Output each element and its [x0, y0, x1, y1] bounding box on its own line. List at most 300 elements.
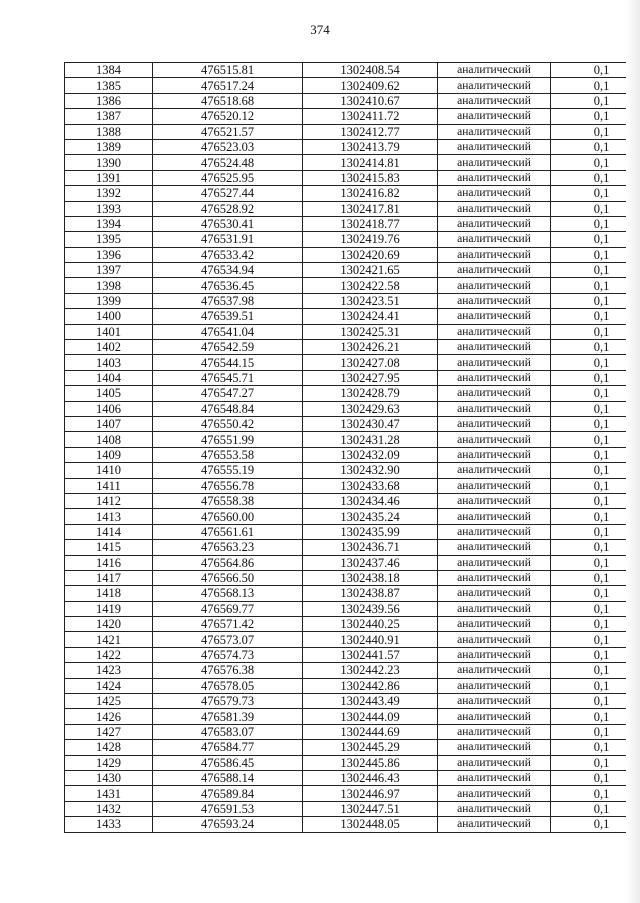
table-row: [65, 293, 640, 308]
point-number-cell: 1406: [65, 401, 153, 416]
method-cell: аналитический: [438, 724, 551, 739]
x-coordinate-cell: 476561.61: [153, 524, 303, 539]
method-cell: аналитический: [438, 93, 551, 108]
table-row: [65, 93, 640, 108]
method-cell: аналитический: [438, 647, 551, 662]
method-cell: аналитический: [438, 201, 551, 216]
point-number-cell: 1431: [65, 786, 153, 801]
x-coordinate-cell: 476578.05: [153, 678, 303, 693]
method-cell: аналитический: [438, 755, 551, 770]
point-number-cell: 1391: [65, 170, 153, 185]
y-coordinate-cell: 1302438.87: [303, 586, 438, 601]
point-number-cell: 1420: [65, 617, 153, 632]
x-coordinate-cell: 476545.71: [153, 370, 303, 385]
scan-edge-shadow: [626, 0, 640, 903]
point-number-cell: 1416: [65, 555, 153, 570]
point-number-cell: 1388: [65, 124, 153, 139]
method-cell: аналитический: [438, 709, 551, 724]
table-row: [65, 232, 640, 247]
table-row: [65, 709, 640, 724]
y-coordinate-cell: 1302435.99: [303, 524, 438, 539]
table-row: [65, 586, 640, 601]
table-row: [65, 447, 640, 462]
table-row: [65, 786, 640, 801]
method-cell: аналитический: [438, 632, 551, 647]
method-cell: аналитический: [438, 278, 551, 293]
accuracy-cell: 0,1: [551, 524, 640, 539]
table-row: [65, 601, 640, 616]
x-coordinate-cell: 476574.73: [153, 647, 303, 662]
table-row: [65, 570, 640, 585]
point-number-cell: 1407: [65, 416, 153, 431]
accuracy-cell: 0,1: [551, 355, 640, 370]
y-coordinate-cell: 1302440.25: [303, 617, 438, 632]
method-cell: аналитический: [438, 509, 551, 524]
method-cell: аналитический: [438, 109, 551, 124]
table-row: [65, 186, 640, 201]
table-row: [65, 355, 640, 370]
y-coordinate-cell: 1302420.69: [303, 247, 438, 262]
method-cell: аналитический: [438, 570, 551, 585]
table-row: [65, 524, 640, 539]
accuracy-cell: 0,1: [551, 617, 640, 632]
accuracy-cell: 0,1: [551, 632, 640, 647]
method-cell: аналитический: [438, 401, 551, 416]
x-coordinate-cell: 476586.45: [153, 755, 303, 770]
table-row: [65, 201, 640, 216]
accuracy-cell: 0,1: [551, 278, 640, 293]
y-coordinate-cell: 1302419.76: [303, 232, 438, 247]
y-coordinate-cell: 1302422.58: [303, 278, 438, 293]
table-row: [65, 309, 640, 324]
method-cell: аналитический: [438, 447, 551, 462]
y-coordinate-cell: 1302421.65: [303, 263, 438, 278]
x-coordinate-cell: 476579.73: [153, 694, 303, 709]
method-cell: аналитический: [438, 678, 551, 693]
accuracy-cell: 0,1: [551, 463, 640, 478]
table-row: [65, 493, 640, 508]
page-number: 374: [310, 22, 330, 37]
y-coordinate-cell: 1302410.67: [303, 93, 438, 108]
table-row: [65, 63, 640, 78]
table-row: [65, 263, 640, 278]
point-number-cell: 1423: [65, 663, 153, 678]
y-coordinate-cell: 1302417.81: [303, 201, 438, 216]
x-coordinate-cell: 476573.07: [153, 632, 303, 647]
point-number-cell: 1427: [65, 724, 153, 739]
x-coordinate-cell: 476564.86: [153, 555, 303, 570]
accuracy-cell: 0,1: [551, 817, 640, 832]
accuracy-cell: 0,1: [551, 263, 640, 278]
x-coordinate-cell: 476520.12: [153, 109, 303, 124]
accuracy-cell: 0,1: [551, 786, 640, 801]
x-coordinate-cell: 476558.38: [153, 493, 303, 508]
point-number-cell: 1412: [65, 493, 153, 508]
accuracy-cell: 0,1: [551, 247, 640, 262]
x-coordinate-cell: 476584.77: [153, 740, 303, 755]
table-row: [65, 109, 640, 124]
method-cell: аналитический: [438, 78, 551, 93]
table-row: [65, 478, 640, 493]
x-coordinate-cell: 476566.50: [153, 570, 303, 585]
table-row: [65, 124, 640, 139]
point-number-cell: 1419: [65, 601, 153, 616]
point-number-cell: 1394: [65, 216, 153, 231]
y-coordinate-cell: 1302412.77: [303, 124, 438, 139]
x-coordinate-cell: 476518.68: [153, 93, 303, 108]
point-number-cell: 1413: [65, 509, 153, 524]
x-coordinate-cell: 476533.42: [153, 247, 303, 262]
y-coordinate-cell: 1302423.51: [303, 293, 438, 308]
accuracy-cell: 0,1: [551, 586, 640, 601]
table-row: [65, 401, 640, 416]
accuracy-cell: 0,1: [551, 309, 640, 324]
y-coordinate-cell: 1302438.18: [303, 570, 438, 585]
x-coordinate-cell: 476525.95: [153, 170, 303, 185]
y-coordinate-cell: 1302425.31: [303, 324, 438, 339]
table-row: [65, 617, 640, 632]
method-cell: аналитический: [438, 478, 551, 493]
accuracy-cell: 0,1: [551, 155, 640, 170]
table-row: [65, 463, 640, 478]
table-row: [65, 278, 640, 293]
x-coordinate-cell: 476521.57: [153, 124, 303, 139]
point-number-cell: 1405: [65, 386, 153, 401]
method-cell: аналитический: [438, 817, 551, 832]
x-coordinate-cell: 476547.27: [153, 386, 303, 401]
y-coordinate-cell: 1302446.43: [303, 770, 438, 785]
table-row: [65, 540, 640, 555]
accuracy-cell: 0,1: [551, 509, 640, 524]
y-coordinate-cell: 1302435.24: [303, 509, 438, 524]
method-cell: аналитический: [438, 155, 551, 170]
table-row: [65, 647, 640, 662]
accuracy-cell: 0,1: [551, 139, 640, 154]
x-coordinate-cell: 476555.19: [153, 463, 303, 478]
x-coordinate-cell: 476556.78: [153, 478, 303, 493]
method-cell: аналитический: [438, 617, 551, 632]
table-row: [65, 216, 640, 231]
y-coordinate-cell: 1302432.90: [303, 463, 438, 478]
x-coordinate-cell: 476571.42: [153, 617, 303, 632]
table-row: [65, 170, 640, 185]
point-number-cell: 1411: [65, 478, 153, 493]
table-row: [65, 678, 640, 693]
method-cell: аналитический: [438, 124, 551, 139]
accuracy-cell: 0,1: [551, 570, 640, 585]
method-cell: аналитический: [438, 555, 551, 570]
table-row: [65, 770, 640, 785]
method-cell: аналитический: [438, 524, 551, 539]
method-cell: аналитический: [438, 232, 551, 247]
accuracy-cell: 0,1: [551, 601, 640, 616]
y-coordinate-cell: 1302432.09: [303, 447, 438, 462]
accuracy-cell: 0,1: [551, 401, 640, 416]
x-coordinate-cell: 476515.81: [153, 63, 303, 78]
method-cell: аналитический: [438, 540, 551, 555]
accuracy-cell: 0,1: [551, 232, 640, 247]
point-number-cell: 1432: [65, 801, 153, 816]
accuracy-cell: 0,1: [551, 324, 640, 339]
table-row: [65, 340, 640, 355]
method-cell: аналитический: [438, 263, 551, 278]
accuracy-cell: 0,1: [551, 93, 640, 108]
point-number-cell: 1428: [65, 740, 153, 755]
accuracy-cell: 0,1: [551, 709, 640, 724]
accuracy-cell: 0,1: [551, 63, 640, 78]
y-coordinate-cell: 1302441.57: [303, 647, 438, 662]
point-number-cell: 1384: [65, 63, 153, 78]
accuracy-cell: 0,1: [551, 647, 640, 662]
accuracy-cell: 0,1: [551, 201, 640, 216]
method-cell: аналитический: [438, 801, 551, 816]
point-number-cell: 1387: [65, 109, 153, 124]
method-cell: аналитический: [438, 216, 551, 231]
table-row: [65, 632, 640, 647]
table-row: [65, 432, 640, 447]
accuracy-cell: 0,1: [551, 555, 640, 570]
y-coordinate-cell: 1302448.05: [303, 817, 438, 832]
y-coordinate-cell: 1302434.46: [303, 493, 438, 508]
point-number-cell: 1399: [65, 293, 153, 308]
x-coordinate-cell: 476528.92: [153, 201, 303, 216]
accuracy-cell: 0,1: [551, 663, 640, 678]
table-row: [65, 555, 640, 570]
point-number-cell: 1389: [65, 139, 153, 154]
y-coordinate-cell: 1302447.51: [303, 801, 438, 816]
accuracy-cell: 0,1: [551, 478, 640, 493]
x-coordinate-cell: 476581.39: [153, 709, 303, 724]
y-coordinate-cell: 1302426.21: [303, 340, 438, 355]
accuracy-cell: 0,1: [551, 432, 640, 447]
method-cell: аналитический: [438, 355, 551, 370]
method-cell: аналитический: [438, 340, 551, 355]
method-cell: аналитический: [438, 493, 551, 508]
y-coordinate-cell: 1302418.77: [303, 216, 438, 231]
x-coordinate-cell: 476539.51: [153, 309, 303, 324]
x-coordinate-cell: 476569.77: [153, 601, 303, 616]
x-coordinate-cell: 476593.24: [153, 817, 303, 832]
accuracy-cell: 0,1: [551, 801, 640, 816]
x-coordinate-cell: 476527.44: [153, 186, 303, 201]
table-row: [65, 247, 640, 262]
x-coordinate-cell: 476531.91: [153, 232, 303, 247]
method-cell: аналитический: [438, 186, 551, 201]
x-coordinate-cell: 476568.13: [153, 586, 303, 601]
accuracy-cell: 0,1: [551, 540, 640, 555]
point-number-cell: 1414: [65, 524, 153, 539]
y-coordinate-cell: 1302444.69: [303, 724, 438, 739]
method-cell: аналитический: [438, 139, 551, 154]
y-coordinate-cell: 1302442.23: [303, 663, 438, 678]
point-number-cell: 1397: [65, 263, 153, 278]
y-coordinate-cell: 1302437.46: [303, 555, 438, 570]
accuracy-cell: 0,1: [551, 694, 640, 709]
point-number-cell: 1395: [65, 232, 153, 247]
point-number-cell: 1408: [65, 432, 153, 447]
table-row: [65, 801, 640, 816]
y-coordinate-cell: 1302442.86: [303, 678, 438, 693]
point-number-cell: 1426: [65, 709, 153, 724]
y-coordinate-cell: 1302445.29: [303, 740, 438, 755]
accuracy-cell: 0,1: [551, 370, 640, 385]
method-cell: аналитический: [438, 432, 551, 447]
accuracy-cell: 0,1: [551, 678, 640, 693]
table-row: [65, 724, 640, 739]
accuracy-cell: 0,1: [551, 493, 640, 508]
coordinates-table: [64, 62, 640, 833]
table-row: [65, 416, 640, 431]
point-number-cell: 1385: [65, 78, 153, 93]
accuracy-cell: 0,1: [551, 740, 640, 755]
accuracy-cell: 0,1: [551, 186, 640, 201]
table-row: [65, 663, 640, 678]
x-coordinate-cell: 476517.24: [153, 78, 303, 93]
accuracy-cell: 0,1: [551, 447, 640, 462]
table-row: [65, 155, 640, 170]
method-cell: аналитический: [438, 170, 551, 185]
y-coordinate-cell: 1302416.82: [303, 186, 438, 201]
method-cell: аналитический: [438, 63, 551, 78]
y-coordinate-cell: 1302427.95: [303, 370, 438, 385]
point-number-cell: 1410: [65, 463, 153, 478]
method-cell: аналитический: [438, 247, 551, 262]
point-number-cell: 1418: [65, 586, 153, 601]
accuracy-cell: 0,1: [551, 293, 640, 308]
x-coordinate-cell: 476548.84: [153, 401, 303, 416]
x-coordinate-cell: 476563.23: [153, 540, 303, 555]
table-row: [65, 740, 640, 755]
y-coordinate-cell: 1302433.68: [303, 478, 438, 493]
method-cell: аналитический: [438, 786, 551, 801]
y-coordinate-cell: 1302445.86: [303, 755, 438, 770]
table-row: [65, 694, 640, 709]
y-coordinate-cell: 1302436.71: [303, 540, 438, 555]
y-coordinate-cell: 1302443.49: [303, 694, 438, 709]
x-coordinate-cell: 476591.53: [153, 801, 303, 816]
point-number-cell: 1429: [65, 755, 153, 770]
y-coordinate-cell: 1302427.08: [303, 355, 438, 370]
method-cell: аналитический: [438, 293, 551, 308]
point-number-cell: 1396: [65, 247, 153, 262]
method-cell: аналитический: [438, 694, 551, 709]
point-number-cell: 1417: [65, 570, 153, 585]
point-number-cell: 1403: [65, 355, 153, 370]
y-coordinate-cell: 1302429.63: [303, 401, 438, 416]
accuracy-cell: 0,1: [551, 124, 640, 139]
point-number-cell: 1424: [65, 678, 153, 693]
x-coordinate-cell: 476541.04: [153, 324, 303, 339]
table-row: [65, 78, 640, 93]
x-coordinate-cell: 476588.14: [153, 770, 303, 785]
x-coordinate-cell: 476576.38: [153, 663, 303, 678]
method-cell: аналитический: [438, 324, 551, 339]
point-number-cell: 1400: [65, 309, 153, 324]
x-coordinate-cell: 476524.48: [153, 155, 303, 170]
table-row: [65, 370, 640, 385]
x-coordinate-cell: 476551.99: [153, 432, 303, 447]
y-coordinate-cell: 1302424.41: [303, 309, 438, 324]
method-cell: аналитический: [438, 770, 551, 785]
point-number-cell: 1392: [65, 186, 153, 201]
x-coordinate-cell: 476542.59: [153, 340, 303, 355]
accuracy-cell: 0,1: [551, 386, 640, 401]
table-row: [65, 139, 640, 154]
point-number-cell: 1386: [65, 93, 153, 108]
point-number-cell: 1398: [65, 278, 153, 293]
method-cell: аналитический: [438, 463, 551, 478]
point-number-cell: 1425: [65, 694, 153, 709]
y-coordinate-cell: 1302440.91: [303, 632, 438, 647]
accuracy-cell: 0,1: [551, 78, 640, 93]
y-coordinate-cell: 1302415.83: [303, 170, 438, 185]
point-number-cell: 1409: [65, 447, 153, 462]
point-number-cell: 1390: [65, 155, 153, 170]
point-number-cell: 1433: [65, 817, 153, 832]
y-coordinate-cell: 1302446.97: [303, 786, 438, 801]
method-cell: аналитический: [438, 740, 551, 755]
accuracy-cell: 0,1: [551, 216, 640, 231]
accuracy-cell: 0,1: [551, 770, 640, 785]
method-cell: аналитический: [438, 416, 551, 431]
table-row: [65, 386, 640, 401]
x-coordinate-cell: 476534.94: [153, 263, 303, 278]
accuracy-cell: 0,1: [551, 109, 640, 124]
method-cell: аналитический: [438, 386, 551, 401]
method-cell: аналитический: [438, 601, 551, 616]
x-coordinate-cell: 476544.15: [153, 355, 303, 370]
accuracy-cell: 0,1: [551, 755, 640, 770]
point-number-cell: 1404: [65, 370, 153, 385]
method-cell: аналитический: [438, 663, 551, 678]
y-coordinate-cell: 1302414.81: [303, 155, 438, 170]
y-coordinate-cell: 1302408.54: [303, 63, 438, 78]
y-coordinate-cell: 1302431.28: [303, 432, 438, 447]
x-coordinate-cell: 476553.58: [153, 447, 303, 462]
y-coordinate-cell: 1302439.56: [303, 601, 438, 616]
point-number-cell: 1401: [65, 324, 153, 339]
accuracy-cell: 0,1: [551, 416, 640, 431]
table-row: [65, 324, 640, 339]
table-row: [65, 509, 640, 524]
point-number-cell: 1422: [65, 647, 153, 662]
method-cell: аналитический: [438, 370, 551, 385]
x-coordinate-cell: 476530.41: [153, 216, 303, 231]
y-coordinate-cell: 1302411.72: [303, 109, 438, 124]
point-number-cell: 1402: [65, 340, 153, 355]
x-coordinate-cell: 476537.98: [153, 293, 303, 308]
x-coordinate-cell: 476583.07: [153, 724, 303, 739]
y-coordinate-cell: 1302444.09: [303, 709, 438, 724]
point-number-cell: 1430: [65, 770, 153, 785]
point-number-cell: 1415: [65, 540, 153, 555]
accuracy-cell: 0,1: [551, 170, 640, 185]
x-coordinate-cell: 476589.84: [153, 786, 303, 801]
point-number-cell: 1421: [65, 632, 153, 647]
y-coordinate-cell: 1302413.79: [303, 139, 438, 154]
point-number-cell: 1393: [65, 201, 153, 216]
table-row: [65, 755, 640, 770]
x-coordinate-cell: 476560.00: [153, 509, 303, 524]
accuracy-cell: 0,1: [551, 340, 640, 355]
x-coordinate-cell: 476536.45: [153, 278, 303, 293]
x-coordinate-cell: 476523.03: [153, 139, 303, 154]
y-coordinate-cell: 1302409.62: [303, 78, 438, 93]
y-coordinate-cell: 1302428.79: [303, 386, 438, 401]
method-cell: аналитический: [438, 586, 551, 601]
table-row: [65, 817, 640, 832]
y-coordinate-cell: 1302430.47: [303, 416, 438, 431]
